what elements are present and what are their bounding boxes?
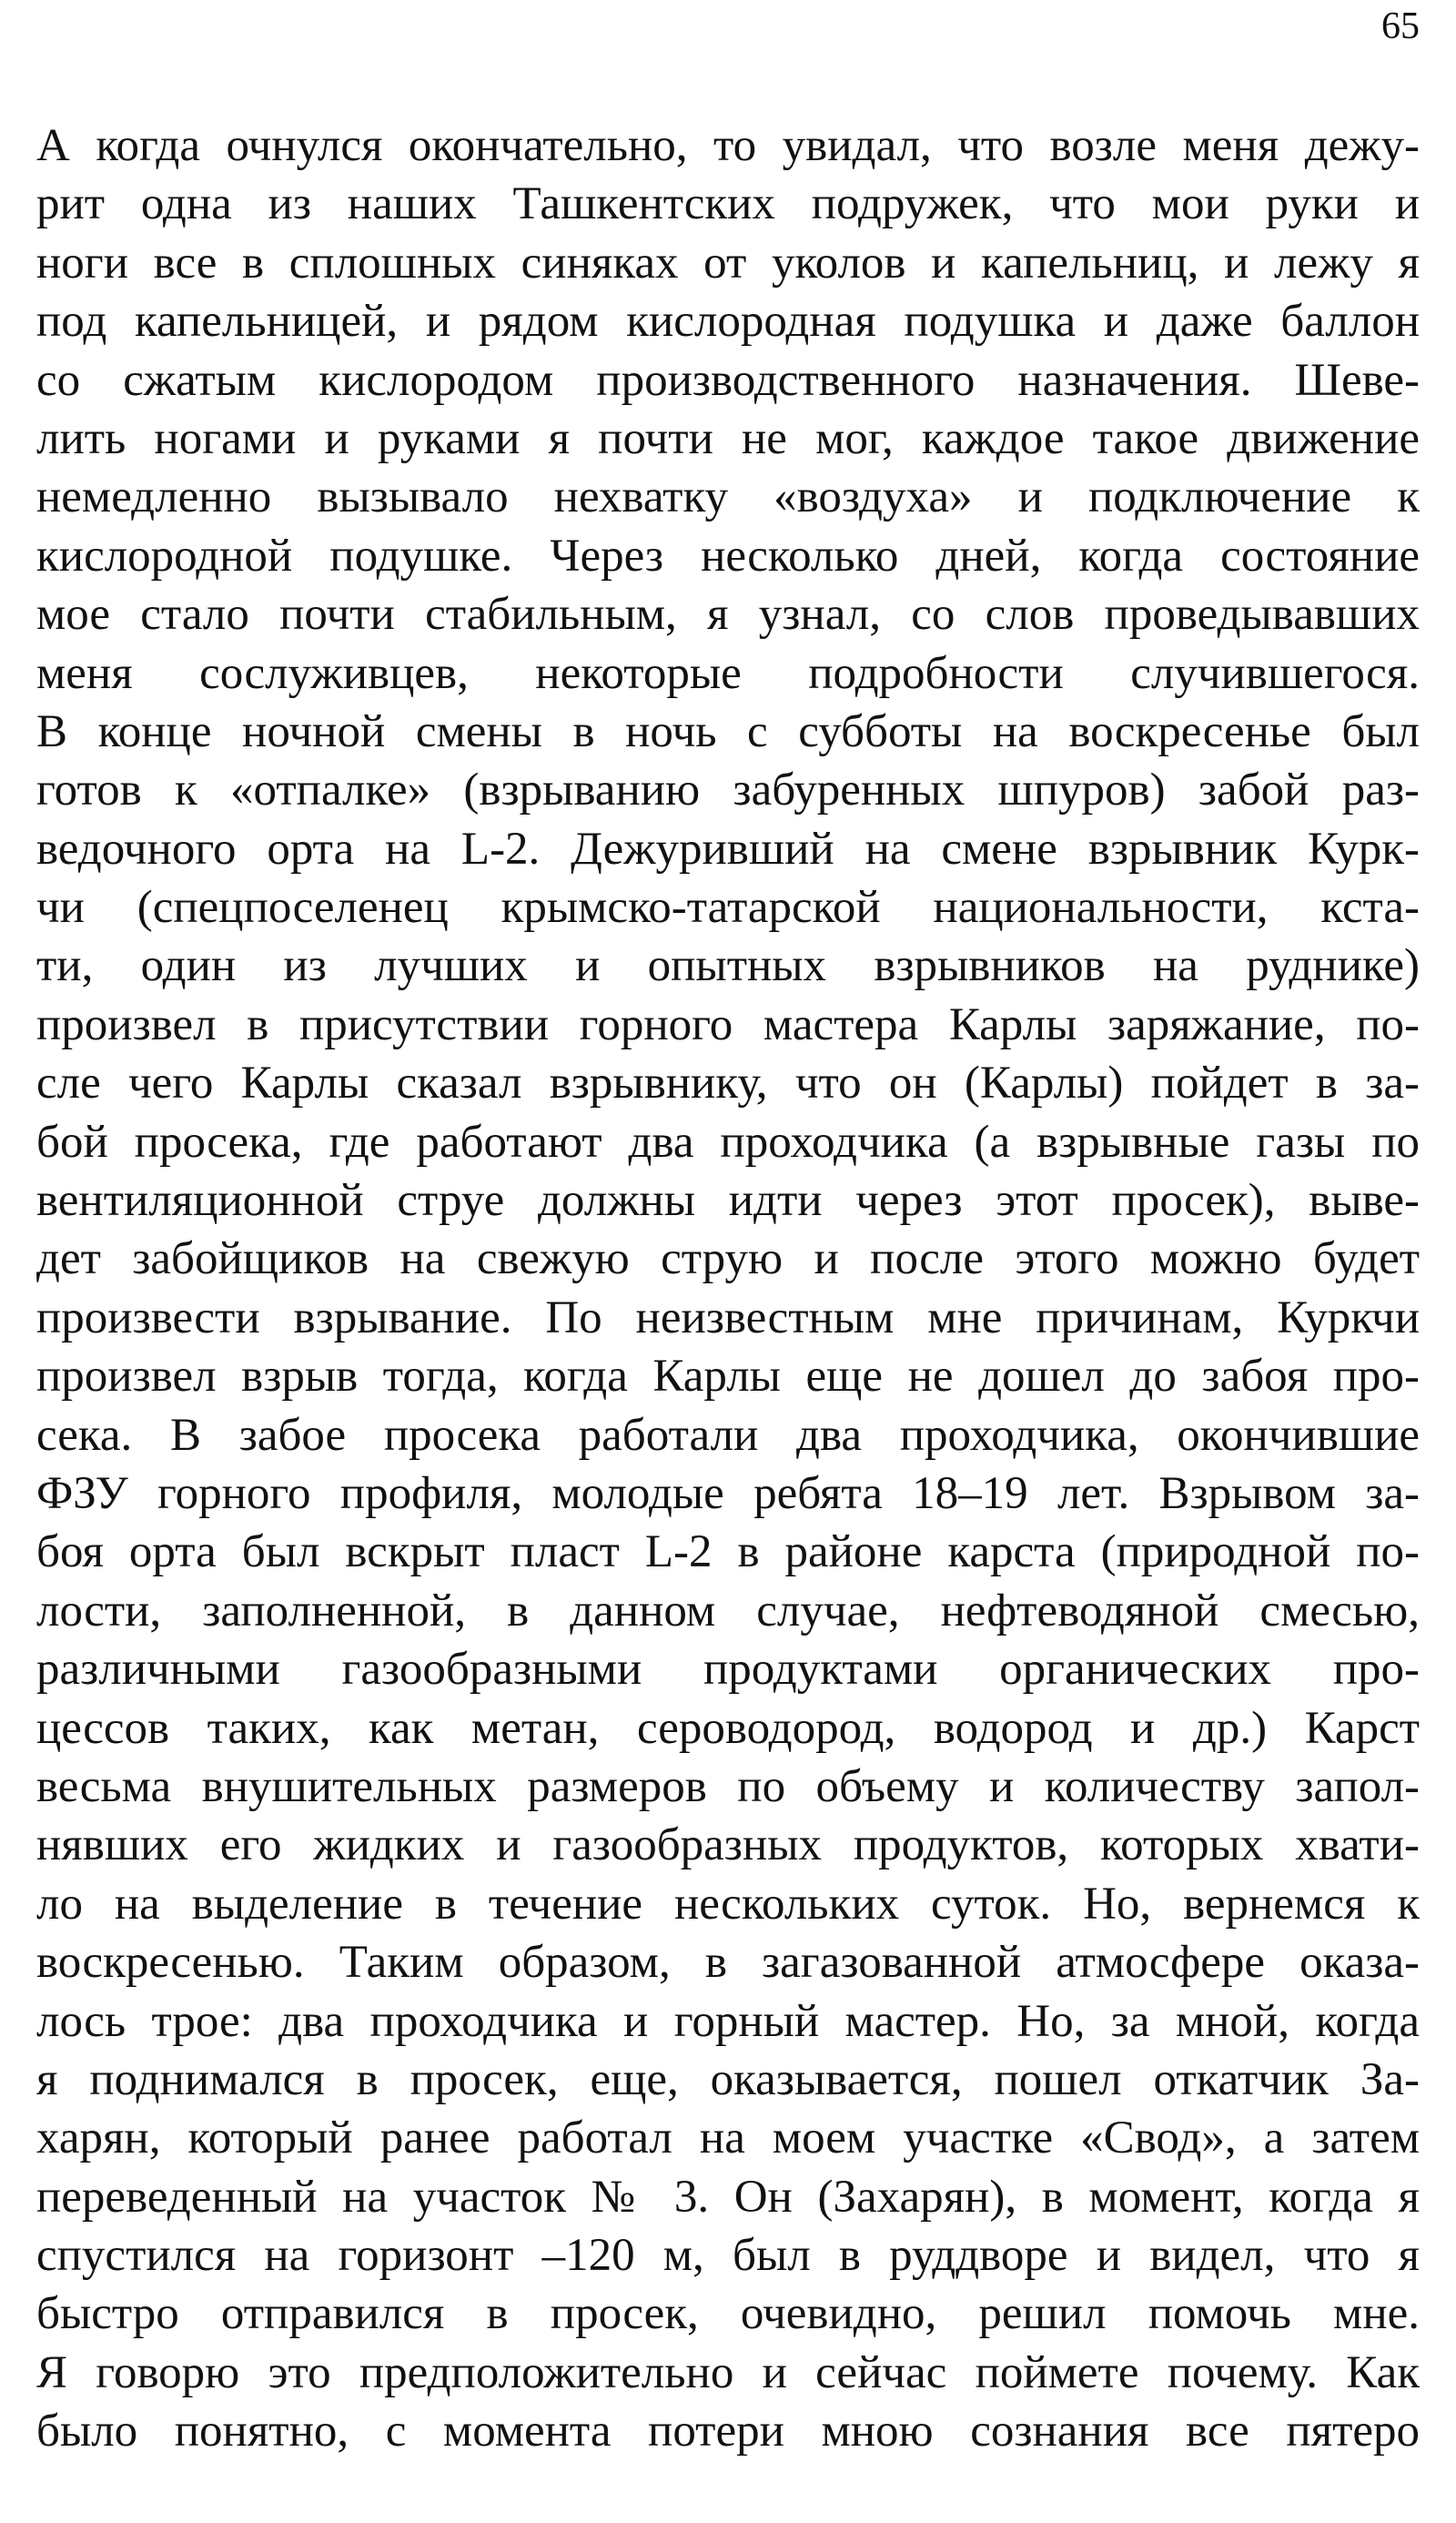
text-line: переведенный на участок № 3. Он (Захарян), в момент, когда я <box>36 2171 1420 2223</box>
text-line: лить ногами и руками я почти не мог, каждое такое движение <box>36 412 1420 464</box>
text-line: было понятно, с момента потери мною сознания все пятеро <box>36 2406 1420 2457</box>
text-line: быстро отправился в просек, очевидно, решил помочь мне. <box>36 2288 1420 2340</box>
body-text <box>36 117 1420 2461</box>
page-number: 65 <box>1381 5 1420 47</box>
text-line: мое стало почти стабильным, я узнал, со слов проведывавших <box>36 589 1420 641</box>
text-line: цессов таких, как метан, сероводород, водород и др.) Карст <box>36 1702 1420 1754</box>
text-line: боя орта был вскрыт пласт L-2 в районе карста (природной по- <box>36 1526 1420 1578</box>
text-line: весьма внушительных размеров по объему и количеству запол- <box>36 1760 1420 1812</box>
text-line: ноги все в сплошных синяках от уколов и капельниц, и лежу я <box>36 237 1420 289</box>
text-line: меня сослуживцев, некоторые подробности случившегося. <box>36 647 1420 699</box>
text-line: произвести взрывание. По неизвестным мне причинам, Куркчи <box>36 1292 1420 1343</box>
text-line: готов к «отпалке» (взрыванию забуренных шпуров) забой раз- <box>36 765 1420 816</box>
text-line: различными газообразными продуктами органических про- <box>36 1644 1420 1696</box>
text-line: В конце ночной смены в ночь с субботы на воскресенье был <box>36 705 1420 757</box>
text-line: кислородной подушке. Через несколько дней, когда состояние <box>36 530 1420 582</box>
text-line: дет забойщиков на свежую струю и после этого можно будет <box>36 1233 1420 1285</box>
text-line: ведочного орта на L-2. Дежуривший на смене взрывник Курк- <box>36 823 1420 875</box>
text-line: воскресенью. Таким образом, в загазованной атмосфере оказа- <box>36 1937 1420 1989</box>
text-line: А когда очнулся окончательно, то увидал, что возле меня дежу- <box>36 120 1420 171</box>
text-line: нявших его жидких и газообразных продуктов, которых хвати- <box>36 1819 1420 1871</box>
text-line: рит одна из наших Ташкентских подружек, что мои руки и <box>36 178 1420 230</box>
text-line: чи (спецпоселенец крымско-татарской национальности, кста- <box>36 882 1420 934</box>
text-line: харян, который ранее работал на моем участке «Свод», а затем <box>36 2113 1420 2164</box>
text-line: я поднимался в просек, еще, оказывается, пошел откатчик За- <box>36 2053 1420 2105</box>
text-line: ти, один из лучших и опытных взрывников на руднике) <box>36 940 1420 992</box>
text-line: немедленно вызывало нехватку «воздуха» и подключение к <box>36 471 1420 523</box>
text-line: произвел в присутствии горного мастера Карлы заряжание, по- <box>36 998 1420 1050</box>
text-line: Я говорю это предположительно и сейчас поймете почему. Как <box>36 2346 1420 2398</box>
text-line: сека. В забое просека работали два проходчика, окончившие <box>36 1409 1420 1461</box>
text-line: лось трое: два проходчика и горный мастер. Но, за мной, когда <box>36 1995 1420 2047</box>
text-line: лости, заполненной, в данном случае, нефтеводяной смесью, <box>36 1585 1420 1636</box>
text-line: ло на выделение в течение нескольких суток. Но, вернемся к <box>36 1878 1420 1930</box>
text-line: произвел взрыв тогда, когда Карлы еще не дошел до забоя про- <box>36 1351 1420 1403</box>
text-line: вентиляционной струе должны идти через этот просек), выве- <box>36 1175 1420 1227</box>
text-line: ФЗУ горного профиля, молодые ребята 18–19 лет. Взрывом за- <box>36 1467 1420 1519</box>
text-line: под капельницей, и рядом кислородная подушка и даже баллон <box>36 296 1420 348</box>
text-line: со сжатым кислородом производственного назначения. Шеве- <box>36 354 1420 406</box>
text-line: спустился на горизонт –120 м, был в руддворе и видел, что я <box>36 2230 1420 2282</box>
text-line: сле чего Карлы сказал взрывнику, что он (Карлы) пойдет в за- <box>36 1058 1420 1110</box>
text-line: бой просека, где работают два проходчика (а взрывные газы по <box>36 1116 1420 1168</box>
